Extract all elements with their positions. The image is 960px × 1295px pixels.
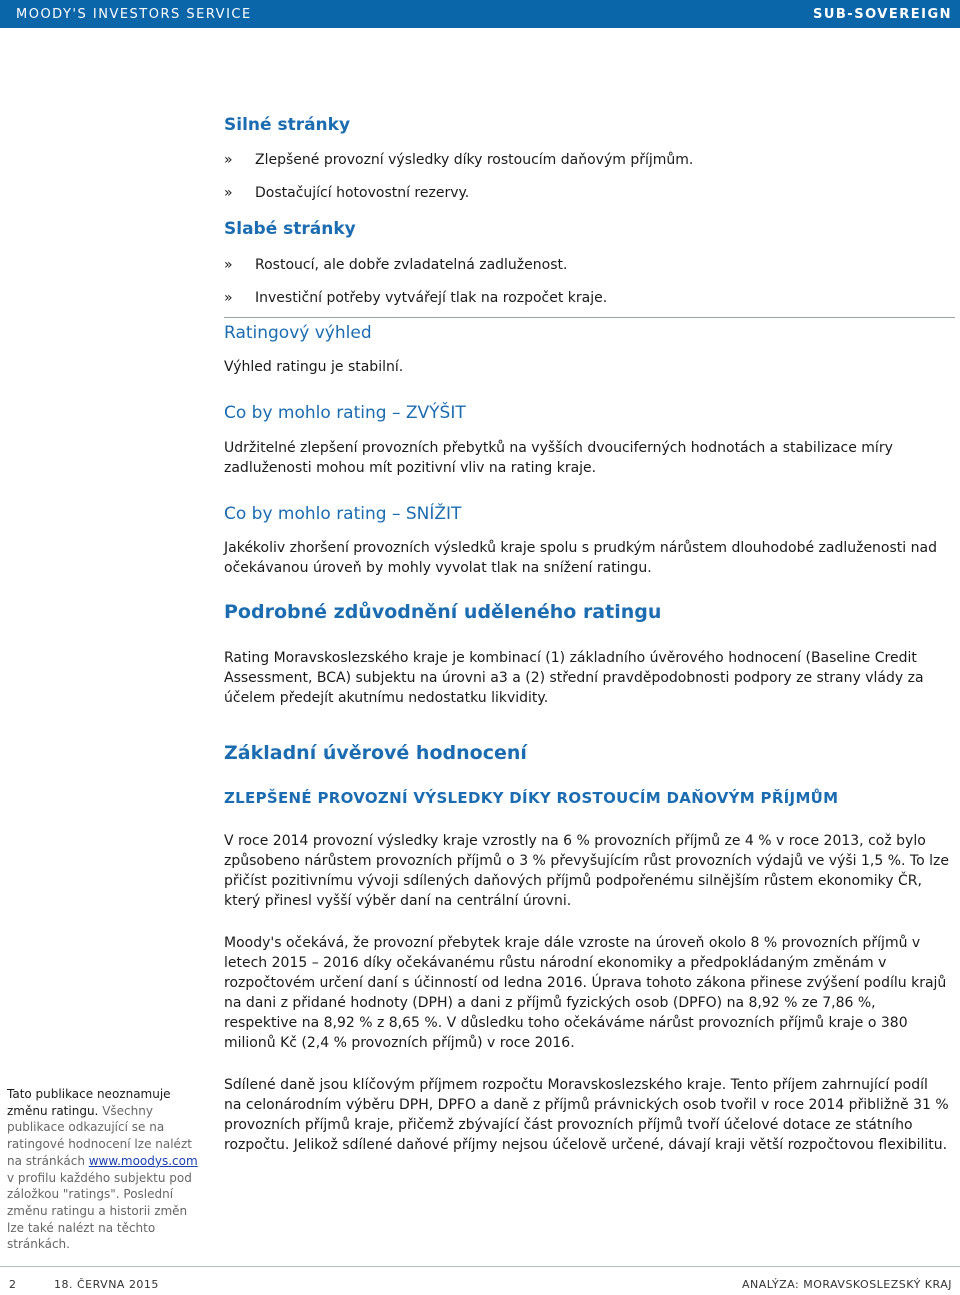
bullet-icon: » [224,257,233,273]
list-item [224,184,949,202]
weaknesses-section [224,219,356,239]
bca-paragraph: Moody's očekává, že provozní přebytek kraje dále vzroste na úroveň okolo 8 % provozních příjmů v letech 2015 – 2016 díky očekávanému růstu národní ekonomiky a předpokládaným změnám v rozpočtovém určení daní s účinností od ledna 2016. Úprava tohoto zákona přinese zvýšení podílu krajů na dani z přidané hodnoty (DPH) a dani z příjmů fyzických osob (DPFO) na 8,92 % ze 7,86 %, respektive na 8,92 % z 8,65 %. V důsledku toho očekáváme nárůst provozních příjmů kraje o 380 milionů Kč (2,4 % provozních příjmů) v roce 2016. [224,935,947,1051]
list-item [224,256,949,274]
sidenote-text-end: v profilu každého subjektu pod záložkou "ratings". Poslední změnu ratingu a historii změn lze také nalézt na těchto stránkách. [7,1170,192,1252]
publication-date: 18. ČERVNA 2015 [54,1278,159,1291]
bullet-icon: » [224,290,233,306]
upgrade-heading: Co by mohlo rating – ZVÝŠIT [224,403,466,423]
moodys-link[interactable]: www.moodys.com [88,1153,198,1168]
weaknesses-list [224,256,949,274]
bca-paragraph: V roce 2014 provozní výsledky kraje vzrostly na 6 % provozních příjmů ze 4 % v roce 2013, což bylo způsobeno nárůstem provozních příjmů o 3 % převyšujícím růst provozních výdajů ve výši 1,5 %. To lze přičíst pozitivnímu vývoji sdílených daňových příjmů podpořenému silnějším růstem ekonomiky ČR, který přinesl vyšší výběr daní na centrální úrovni. [224,833,949,909]
upgrade-text: Udržitelné zlepšení provozních přebytků na vyšších dvouciferných hodnotách a stabilizace míry zadluženosti mohou mít pozitivní vliv na rating kraje. [224,440,893,476]
weakness-text: Rostoucí, ale dobře zvladatelná zadluženost. [255,257,568,273]
page-number: 2 [9,1278,17,1291]
weaknesses-list-2 [224,289,949,307]
weaknesses-heading: Slabé stránky [224,219,356,239]
bca-heading: Základní úvěrové hodnocení [224,742,527,764]
bca-subheading: ZLEPŠENÉ PROVOZNÍ VÝSLEDKY DÍKY ROSTOUCÍM DAŇOVÝM PŘÍJMŮM [224,789,839,807]
list-item [224,151,949,169]
rationale-text: Rating Moravskoslezského kraje je kombinací (1) základního úvěrového hodnocení (Baseline Credit Assessment, BCA) subjektu na úrovni a3 a (2) střední pravděpodobnosti podpory ze strany vlády za účelem předejít akutnímu nedostatku likvidity. [224,650,924,706]
sidenote-notice: Tato publikace neoznamuje změnu ratingu. [7,1087,171,1118]
strengths-heading: Silné stránky [224,115,351,135]
top-banner [0,0,960,28]
sidebar-note [7,1086,201,1253]
bca-paragraph: Sdílené daně jsou klíčovým příjmem rozpočtu Moravskoslezského kraje. Tento příjem zahrnující podíl na celonárodním výběru DPH, DPFO a daně z příjmů právnických osob tvořil v roce 2014 přibližně 31 % provozních příjmů kraje, přičemž zbývající část provozních příjmů tvoří účelové dotace ze státního rozpočtu. Jelikož sdílené daňové příjmy nejsou účelově určené, dávají kraji větší rozpočtovou flexibilitu. [224,1077,949,1153]
footer-divider [0,1266,960,1267]
downgrade-heading: Co by mohlo rating – SNÍŽIT [224,504,462,524]
weakness-text: Investiční potřeby vytvářejí tlak na rozpočet kraje. [255,290,608,306]
list-item [224,289,949,307]
sidenote-text: Všechny publikace odkazující se na ratingové hodnocení lze nalézt na stránkách [7,1103,192,1168]
outlook-heading: Ratingový výhled [224,323,372,343]
publisher-name: MOODY'S INVESTORS SERVICE [16,7,252,22]
report-title: ANALÝZA: MORAVSKOSLEZSKÝ KRAJ [742,1278,952,1291]
strengths-section [224,115,350,135]
section-label: SUB-SOVEREIGN [812,7,952,22]
downgrade-text: Jakékoliv zhoršení provozních výsledků kraje spolu s prudkým nárůstem dlouhodobé zadluženosti nad očekávanou úroveň by mohly vyvolat tlak na snížení ratingu. [224,540,937,576]
bullet-icon: » [224,185,233,201]
strength-text: Dostačující hotovostní rezervy. [255,185,470,201]
bullet-icon: » [224,152,233,168]
strength-text: Zlepšené provozní výsledky díky rostoucím daňovým příjmům. [255,152,694,168]
strengths-list-2 [224,184,949,202]
strengths-list [224,151,949,169]
rationale-heading: Podrobné zdůvodnění uděleného ratingu [224,601,662,623]
section-divider [224,317,955,318]
outlook-text: Výhled ratingu je stabilní. [224,359,404,375]
